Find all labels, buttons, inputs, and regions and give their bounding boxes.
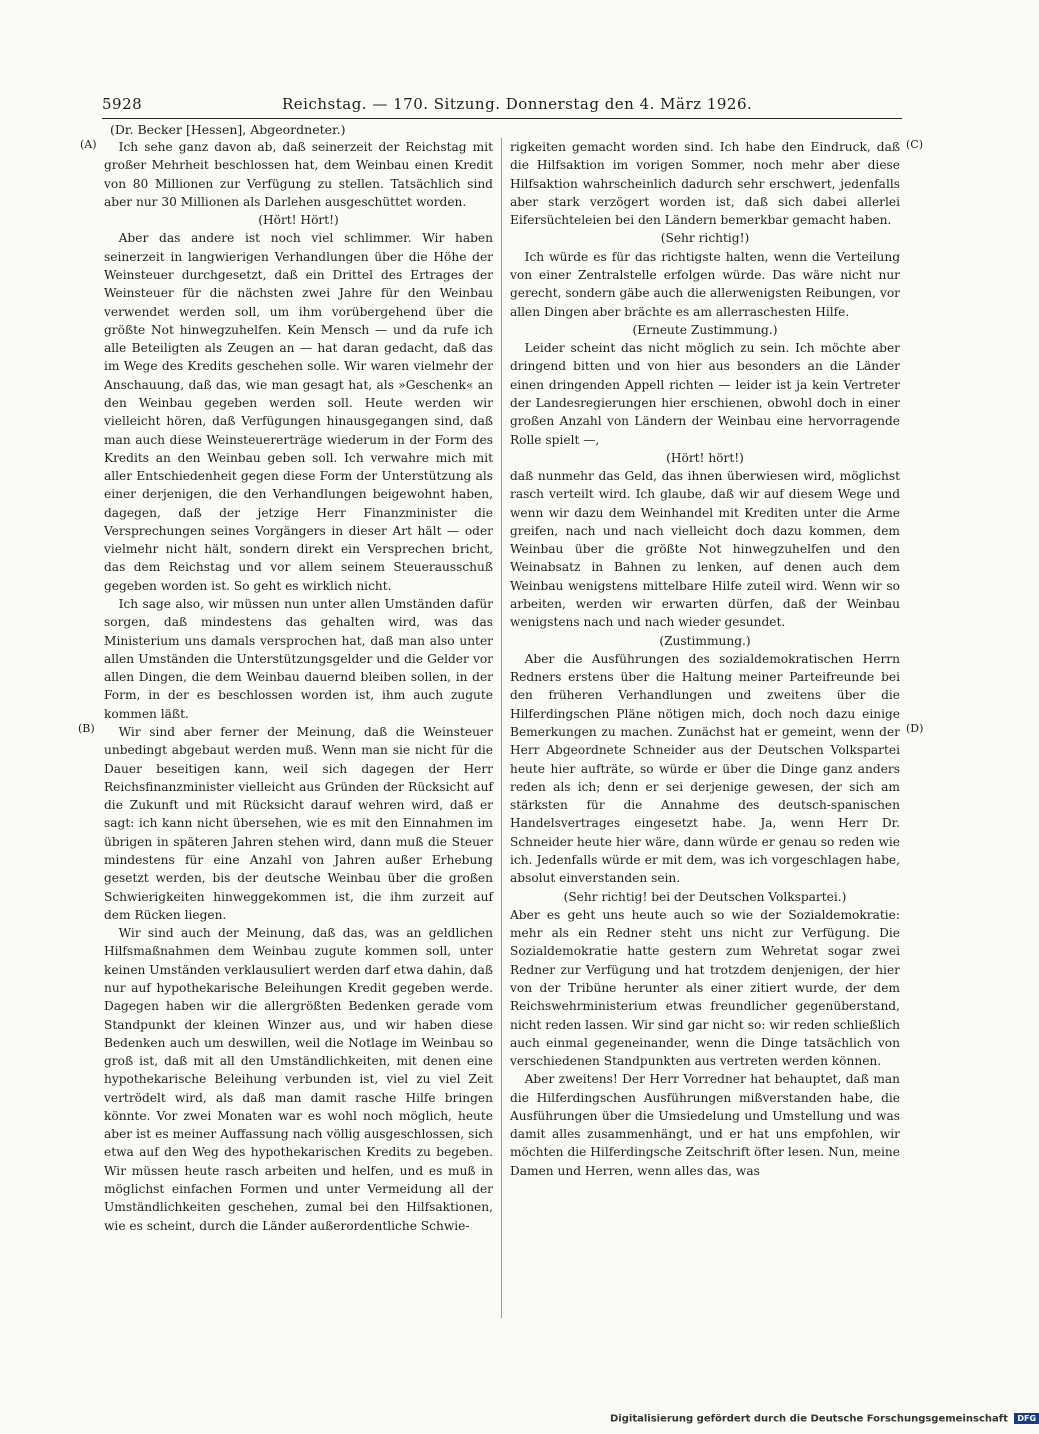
dfg-logo: DFG (1014, 1413, 1039, 1424)
margin-mark-d: (D) (906, 722, 924, 735)
running-title: Reichstag. — 170. Sitzung. Donnerstag den 4. März 1926. (282, 95, 753, 113)
interjection: (Hört! Hört!) (258, 213, 339, 228)
paragraph: Aber es geht uns heute auch so wie der Sozialdemokratie: mehr als ein Redner steht uns nicht zur Verfügung. Die Sozialdemokratie hatte gestern zum Wehretat sogar zwei Redner zur Verfügung und hat trotzdem denjenigen, der hier von der Tribüne herunter als einer zitiert wurde, der dem Reichswehrministerium etwas freundlicher gegenüberstand, nicht reden lassen. Wir sind gar nicht so: wir reden schließlich auch einmal gegeneinander, wenn die Dinge tatsächlich von verschiedenen Standpunkten aus vertreten werden können. (510, 907, 900, 1069)
header-rule (102, 118, 902, 119)
speaker-line: (Dr. Becker [Hessen], Abgeordneter.) (110, 122, 346, 137)
margin-mark-c: (C) (906, 138, 923, 151)
margin-mark-b: (B) (78, 722, 95, 735)
page-number: 5928 (102, 95, 143, 113)
text-column-right (510, 138, 900, 1318)
text-column-left (104, 138, 493, 1318)
paragraph: Ich sage also, wir müssen nun unter allen Umständen dafür sorgen, daß mindestens das gehalten wird, was das Ministerium uns damals versprochen hat, daß man also unter allen Umständen die Unterstützungsgelder und die Gelder vor allen Dingen, die dem Weinbau dauernd bleiben sollen, in der Form, in der es beschlossen worden ist, ihm auch zugute kommen läßt. (104, 597, 493, 721)
interjection: (Sehr richtig!) (660, 231, 750, 246)
interjection: (Zustimmung.) (659, 633, 751, 648)
paragraph: Aber das andere ist noch viel schlimmer. Wir haben seinerzeit in langwierigen Verhandlungen über die Höhe der Weinsteuer durchgesetzt, daß ein Drittel des Ertrages der Weinsteuer für die nächsten zwei Jahre für den Weinbau verwendet werden soll, um ihm vorübergehend über die größte Not hinwegzuhelfen. Kein Mensch — und da rufe ich alle Beteiligten als Zeugen an — hat daran gedacht, daß das im Wege des Kredits geschehen solle. Wir waren vielmehr der Anschauung, daß das, wie man gesagt hat, als »Geschenk« an den Weinbau gegeben werden soll. Heute werden wir vielleicht hören, daß Verfügungen hinausgegangen sind, daß man auch diese Weinsteuererträge wiederum in der Form des Kredits an den Weinbau geben soll. Ich verwahre mich mit aller Entschiedenheit gegen diese Form der Unterstützung als einer derjenigen, die den Verhandlungen beigewohnt haben, dagegen, daß der jetzige Herr Finanzminister die Versprechungen seines Vorgängers in dieser Art hält — oder vielmehr nicht hält, sondern direkt ein Versprechen bricht, das dem Reichstag und vor allem seinem Steuerausschuß gegeben worden ist. So geht es wirklich nicht. (104, 231, 493, 593)
paragraph: Ich würde es für das richtigste halten, wenn die Verteilung von einer Zentralstelle erfolgen würde. Das wäre nicht nur gerecht, sondern gäbe auch die allerwenigsten Reibungen, vor allen Dingen aber brächte es am allerraschesten Hilfe. (510, 249, 900, 319)
paragraph: rigkeiten gemacht worden sind. Ich habe den Eindruck, daß die Hilfsaktion im vorigen Sommer, noch mehr aber diese Hilfsaktion wahrscheinlich dadurch sehr erschwert, jedenfalls aber stark verzögert worden ist, daß sich dabei allerlei Eifersüchteleien bei den Ländern bemerkbar gemacht haben. (510, 140, 900, 228)
margin-mark-a: (A) (80, 138, 97, 151)
paragraph: Wir sind auch der Meinung, daß das, was an geldlichen Hilfsmaßnahmen dem Weinbau zugute kommen soll, unter keinen Umständen verklausuliert werden darf etwa dahin, daß nur auf hypothekarische Beleihungen Kredit gegeben werde. Dagegen haben wir die allergrößten Bedenken gerade vom Standpunkt der kleinen Winzer aus, und wir haben diese Bedenken auch um deswillen, weil die Notlage im Weinbau so groß ist, daß mit all den Umständlichkeiten, mit denen eine hypothekarische Beleihung verbunden ist, viel zu viel Zeit vertrödelt wird, als daß man damit rasche Hilfe bringen könnte. Vor zwei Monaten war es wohl noch möglich, heute aber ist es meiner Auffassung nach völlig ausgeschlossen, sich etwa auf den Weg des hypothekarischen Kredits zu begeben. Wir müssen heute rasch arbeiten und helfen, und es muß in möglichst einfachen Formen und unter Vermeidung all der Umständlichkeiten geschehen, zumal bei den Hilfsaktionen, wie es scheint, durch die Länder außerordentliche Schwie- (104, 926, 493, 1233)
paragraph: Wir sind aber ferner der Meinung, daß die Weinsteuer unbedingt abgebaut werden muß. Wenn man sie nicht für die Dauer beseitigen kann, weil sich dagegen der Herr Reichsfinanzminister vielleicht aus Gründen der Rücksicht auf die Zukunft und mit Rücksicht darauf wehren wird, daß er sagt: ich kann nicht übersehen, wie es mit den Einnahmen im übrigen in späteren Jahren stehen wird, dann muß die Steuer mindestens für eine Anzahl von Jahren außer Erhebung gesetzt werden, bis der deutsche Weinbau über die großen Schwierigkeiten hinweggekommen ist, die ihm zurzeit auf dem Rücken liegen. (104, 725, 493, 922)
paragraph: Ich sehe ganz davon ab, daß seinerzeit der Reichstag mit großer Mehrheit beschlossen hat, dem Weinbau einen Kredit von 80 Millionen zur Verfügung zu stellen. Tatsächlich sind aber nur 30 Millionen als Darlehen ausgeschüttet worden. (104, 140, 493, 209)
interjection: (Hört! hört!) (666, 450, 744, 465)
paragraph: daß nunmehr das Geld, das ihnen überwiesen wird, möglichst rasch verteilt wird. Ich glaube, daß wir auf diesem Wege und wenn wir dazu dem Weinhandel mit Krediten unter die Arme greifen, nach und nach vielleicht doch dazu kommen, dem Weinbau über die größte Not hinwegzuhelfen und den Weinabsatz in Bahnen zu lenken, auf denen auch dem Weinbau wenigstens mittelbare Hilfe zuteil wird. Wenn wir so arbeiten, werden wir erwarten dürfen, daß der Weinbau wenigstens nach und nach wieder gesundet. (510, 469, 900, 630)
footer-text: Digitalisierung gefördert durch die Deutsche Forschungsgemeinschaft (610, 1413, 1008, 1425)
paragraph: Leider scheint das nicht möglich zu sein. Ich möchte aber dringend bitten und von hier aus besonders an die Länder einen dringenden Appell richten — leider ist ja kein Vertreter der Landesregierungen hier erschienen, obwohl doch in einer großen Anzahl von Ländern der Weinbau eine hervorragende Rolle spielt —, (510, 341, 900, 447)
interjection: (Erneute Zustimmung.) (632, 322, 778, 337)
paragraph: Aber die Ausführungen des sozialdemokratischen Herrn Redners erstens über die Haltung meiner Parteifreunde bei den früheren Verhandlungen und zweitens über die Hilferdingschen Pläne nötigen mich, doch noch dazu einige Bemerkungen zu machen. Zunächst hat er gemeint, wenn der Herr Abgeordnete Schneider aus der Deutschen Volkspartei heute hier aufträte, so würde er über die Dinge ganz anders reden als ich; denn er sei derjenige gewesen, der sich am stärksten für die Annahme des deutsch-spanischen Handelsvertrages eingesetzt habe. Ja, wenn Herr Dr. Schneider heute hier wäre, dann würde er genau so reden wie ich. Jedenfalls würde er mit dem, was ich vorgeschlagen habe, absolut einverstanden sein. (510, 651, 900, 886)
paragraph: Aber zweitens! Der Herr Vorredner hat behauptet, daß man die Hilferdingschen Ausführungen mißverstanden habe, die Ausführungen über die Umsiedelung und Umstellung und was damit alles zusammenhängt, und er hat uns empfohlen, wir möchten die Hilferdingsche Zeitschrift öfter lesen. Nun, meine Damen und Herren, wenn alles das, was (510, 1072, 900, 1178)
column-divider (501, 138, 502, 1318)
funding-footer (610, 1413, 1039, 1425)
interjection: (Sehr richtig! bei der Deutschen Volkspartei.) (563, 889, 847, 904)
